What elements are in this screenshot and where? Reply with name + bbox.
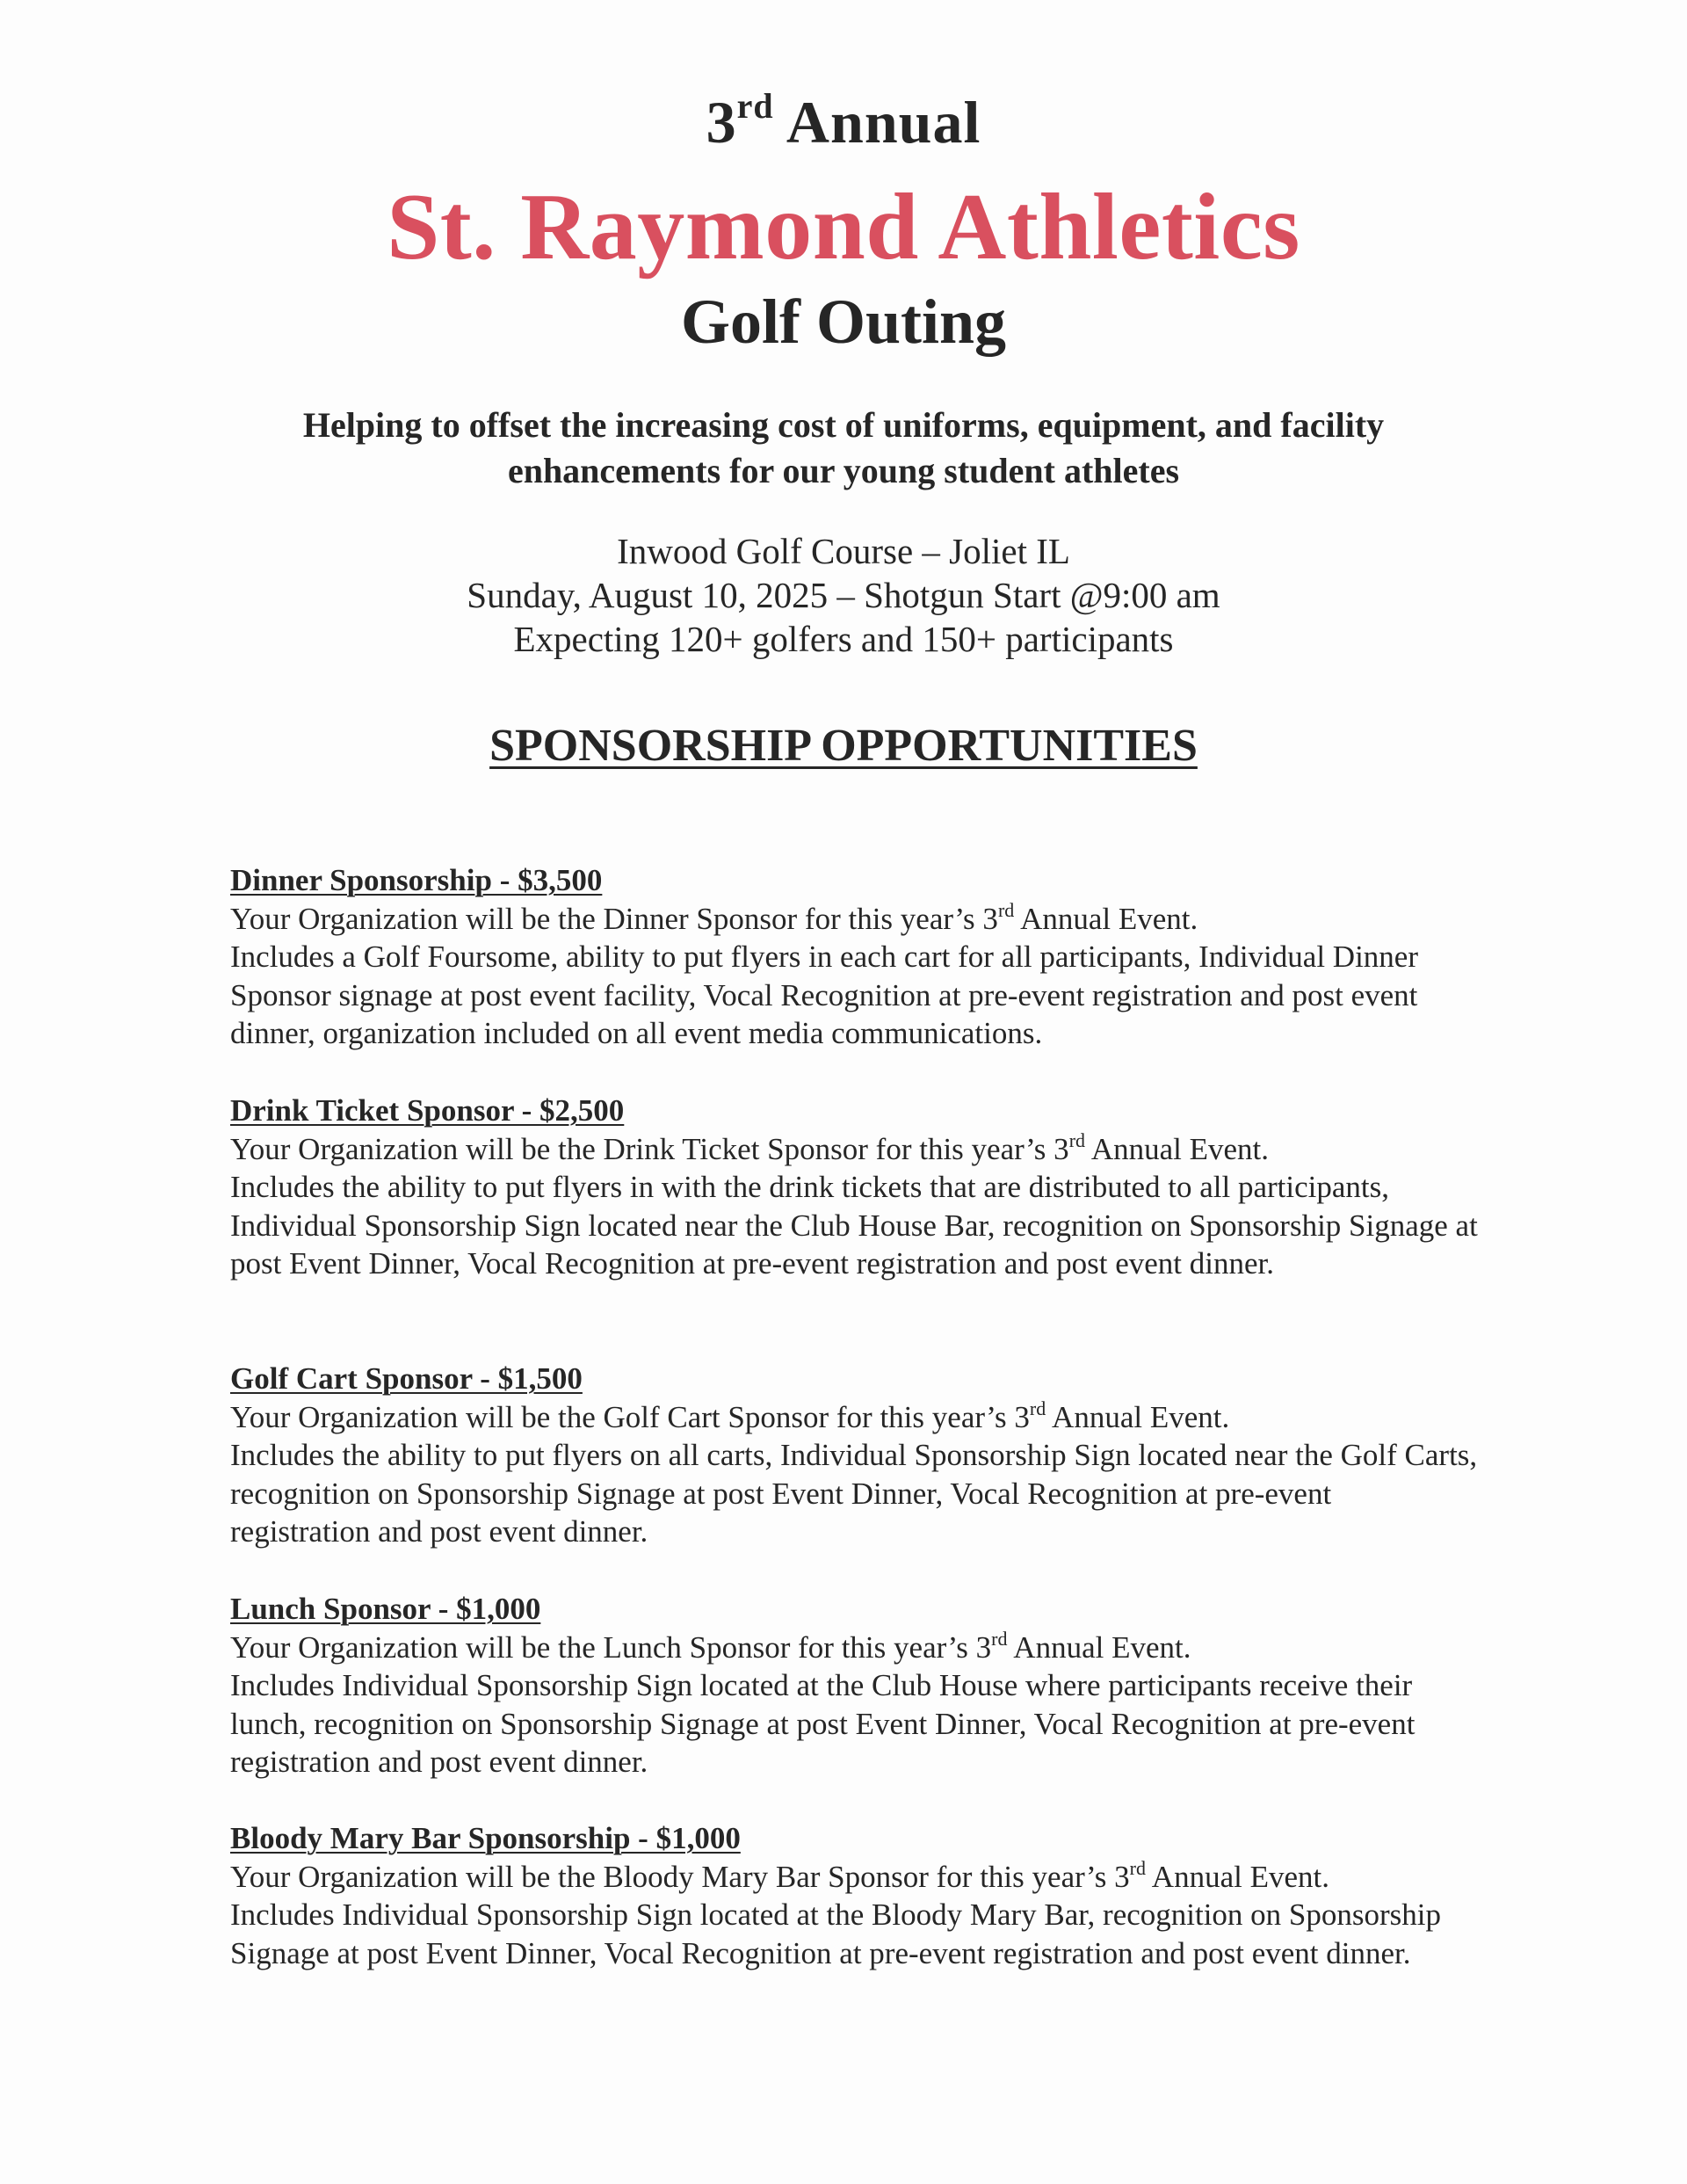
sponsor-details: Includes the ability to put flyers in with the drink tickets that are distributed to all participants, Individual Sponsorship Sign located near the Club House Bar, recognition on Sponsorship Signage at post Event Dinner, Vocal Recognition at pre-event registration and post event dinner. — [230, 1170, 1478, 1281]
sponsor-title: Lunch Sponsor - $1,000 — [230, 1592, 541, 1626]
sponsor-drink-ticket — [230, 1092, 1478, 1283]
sponsor-intro: Your Organization will be the Dinner Sponsor for this year’s 3rd Annual Event. — [230, 898, 1198, 936]
event-details — [0, 529, 1687, 661]
mission-statement — [0, 403, 1687, 494]
mission-line-2: enhancements for our young student athletes — [507, 451, 1180, 490]
event-date-time: Sunday, August 10, 2025 – Shotgun Start @9:00 am — [467, 575, 1220, 615]
sponsor-details: Includes the ability to put flyers on all carts, Individual Sponsorship Sign located near the Golf Carts, recognition on Sponsorship Signage at post Event Dinner, Vocal Recognition at pre-event registration and post event dinner. — [230, 1438, 1478, 1549]
sponsor-golf-cart — [230, 1360, 1478, 1551]
annual-ordinal-suffix: rd — [736, 86, 774, 126]
sponsor-intro: Your Organization will be the Bloody Mary Bar Sponsor for this year’s 3rd Annual Event. — [230, 1856, 1329, 1894]
event-attendance: Expecting 120+ golfers and 150+ participants — [513, 619, 1174, 659]
event-location: Inwood Golf Course – Joliet IL — [617, 531, 1070, 571]
sponsor-details: Includes Individual Sponsorship Sign located at the Bloody Mary Bar, recognition on Sponsorship Signage at post Event Dinner, Vocal Recognition at pre-event registration and post event dinner. — [230, 1897, 1442, 1970]
sponsor-details: Includes a Golf Foursome, ability to put flyers in each cart for all participants, Individual Dinner Sponsor signage at post event facility, Vocal Recognition at pre-event registration and post event dinner, organization included on all event media communications. — [230, 940, 1418, 1050]
sponsor-dinner — [230, 861, 1478, 1053]
sponsor-intro: Your Organization will be the Drink Ticket Sponsor for this year’s 3rd Annual Event. — [230, 1128, 1270, 1166]
event-title: St. Raymond Athletics — [387, 175, 1300, 279]
sponsor-title: Drink Ticket Sponsor - $2,500 — [230, 1093, 625, 1128]
sponsor-intro: Your Organization will be the Lunch Sponsor for this year’s 3rd Annual Event. — [230, 1627, 1191, 1665]
event-subtitle: Golf Outing — [680, 287, 1007, 357]
sponsor-lunch — [230, 1590, 1478, 1781]
annual-word: Annual — [786, 89, 981, 156]
sponsor-details: Includes Individual Sponsorship Sign located at the Club House where participants receive their lunch, recognition on Sponsorship Signage at post Event Dinner, Vocal Recognition at pre-event registration and post event dinner. — [230, 1668, 1415, 1779]
sponsor-title: Golf Cart Sponsor - $1,500 — [230, 1361, 583, 1396]
sponsor-title: Bloody Mary Bar Sponsorship - $1,000 — [230, 1821, 741, 1855]
sponsorship-heading — [0, 723, 1687, 769]
sponsor-intro: Your Organization will be the Golf Cart Sponsor for this year’s 3rd Annual Event. — [230, 1397, 1230, 1434]
annual-number: 3 — [706, 89, 737, 156]
sponsor-title: Dinner Sponsorship - $3,500 — [230, 863, 603, 897]
sponsorship-heading-text: SPONSORSHIP OPPORTUNITIES — [489, 721, 1198, 771]
mission-line-1: Helping to offset the increasing cost of uniforms, equipment, and facility — [302, 405, 1385, 445]
annual-heading — [0, 86, 1687, 156]
sponsor-bloody-mary-bar — [230, 1819, 1478, 1972]
